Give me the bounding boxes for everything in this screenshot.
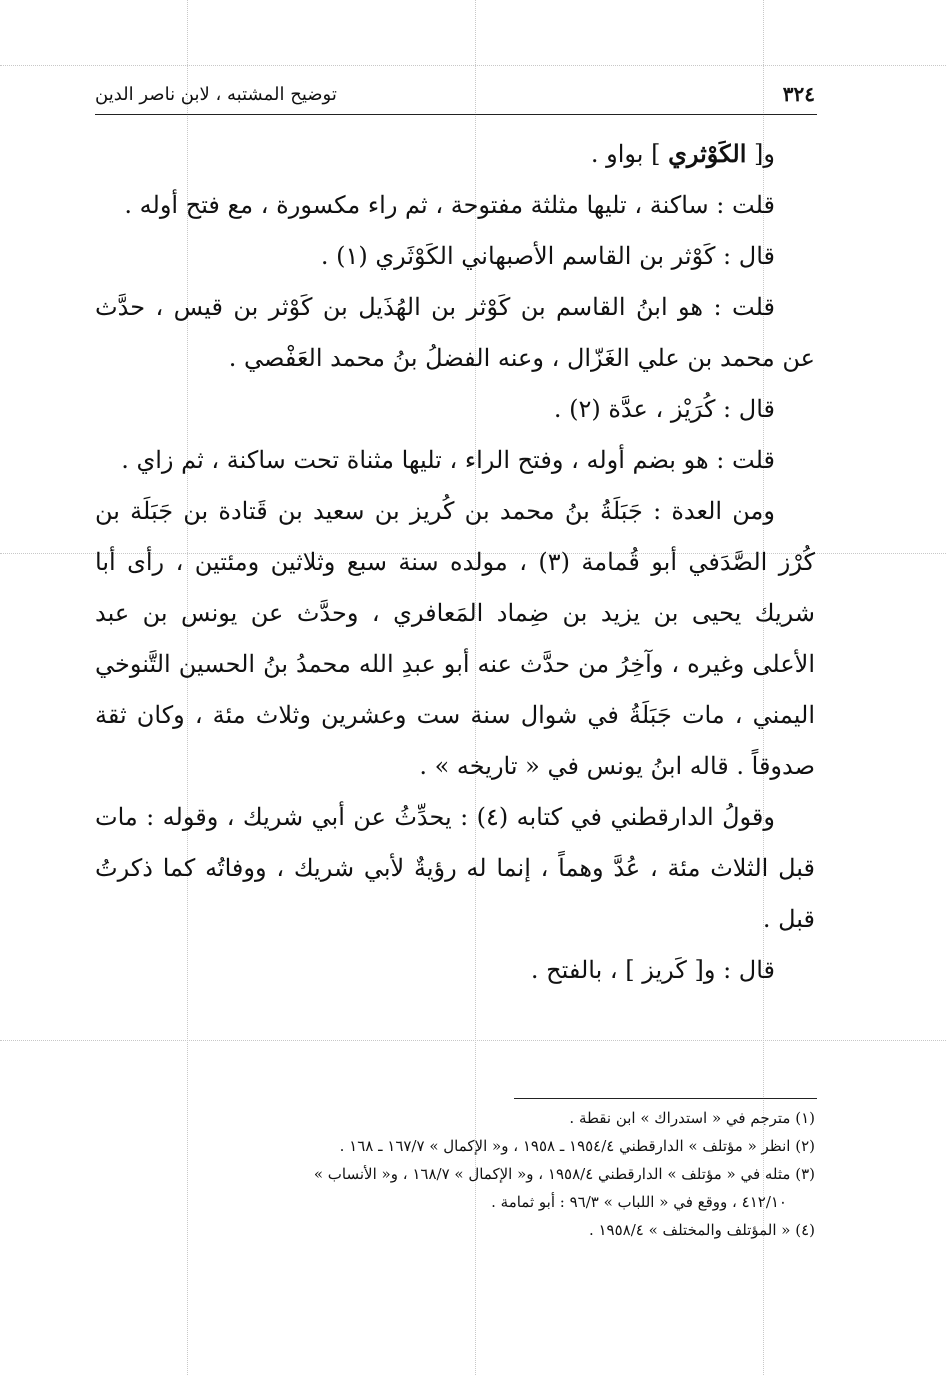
running-head: توضيح المشتبه ، لابن ناصر الدين	[95, 84, 337, 105]
footnote-continuation: ٤١٢/١٠ ، ووقع في « اللباب » ٩٦/٣ : أبو ثمامة .	[491, 1193, 787, 1211]
paragraph: قال : كُرَيْز ، عدَّة (٢) .	[553, 395, 775, 423]
paragraph: قلت : هو ابنُ القاسم بن كَوْثر بن الهُذَيل بن كَوْثر بن قيس ، حدَّث عن محمد بن علي الغَزّال ، وعنه الفضلُ بنُ محمد العَفْصي .	[95, 293, 815, 372]
paragraph: قلت : ساكنة ، تليها مثلثة مفتوحة ، ثم راء مكسورة ، مع فتح أوله .	[124, 191, 775, 219]
paragraph: قلت : هو بضم أوله ، وفتح الراء ، تليها مثناة تحت ساكنة ، ثم زاي .	[121, 446, 775, 474]
paragraph	[95, 128, 815, 180]
main-text	[95, 128, 815, 996]
grid-line	[0, 1040, 946, 1041]
paragraph: ومن العدة : جَبَلَةُ بنُ محمد بن كُريز بن سعيد بن قَتادة بن جَبَلَة بن كُرْز الصَّدَفي أبو قُمامة (٣) ، مولده سنة سبع وثلاثين ومئتين ، رأى أبا شريك يحيى بن يزيد بن ضِماد المَعافري ، وحدَّث عن يونس بن عبد الأعلى وغيره ، وآخِرُ من حدَّث عنه أبو عبدِ الله محمدُ بنُ الحسين التَّنوخي اليمني ، مات جَبَلَةُ في شوال سنة ست وعشرين وثلاث مئة ، وكان ثقة صدوقاً . قاله ابنُ يونس في « تاريخه » .	[95, 497, 815, 780]
footnote-rule	[514, 1098, 817, 1099]
footnote: (٢) انظر « مؤتلف » الدارقطني ١٩٥٤/٤ ـ ١٩٥٨ ، و« الإكمال » ١٦٧/٧ ـ ١٦٨ .	[339, 1137, 815, 1155]
paragraph: قال : كَوْثر بن القاسم الأصبهاني الكَوْثَري (١) .	[320, 242, 775, 270]
footnote: (٤) « المؤتلف والمختلف » ١٩٥٨/٤ .	[588, 1221, 815, 1239]
footnote: (٣) مثله في « مؤتلف » الدارقطني ١٩٥٨/٤ ، و« الإكمال » ١٦٨/٧ ، و« الأنساب »	[313, 1165, 815, 1183]
footnote: (١) مترجم في « استدراك » ابن نقطة .	[569, 1109, 815, 1127]
header-rule	[95, 114, 817, 115]
footnotes	[95, 1104, 815, 1244]
bracket-open: و[	[746, 140, 775, 168]
page-number: ٣٢٤	[782, 82, 815, 106]
headword: الكَوْثري	[668, 139, 747, 168]
grid-line	[0, 65, 946, 66]
page-header	[95, 82, 815, 112]
paragraph: قال : و[ كَريز ] ، بالفتح .	[530, 956, 775, 984]
paragraph: وقولُ الدارقطني في كتابه (٤) : يحدِّثُ عن أبي شريك ، وقوله : مات قبل الثلاث مئة ، عُدَّ وهماً ، إنما له رؤيةٌ لأبي شريك ، ووفاتُه كما ذكرتُ قبل .	[95, 803, 815, 933]
bracket-close: ] بواو .	[590, 140, 669, 168]
